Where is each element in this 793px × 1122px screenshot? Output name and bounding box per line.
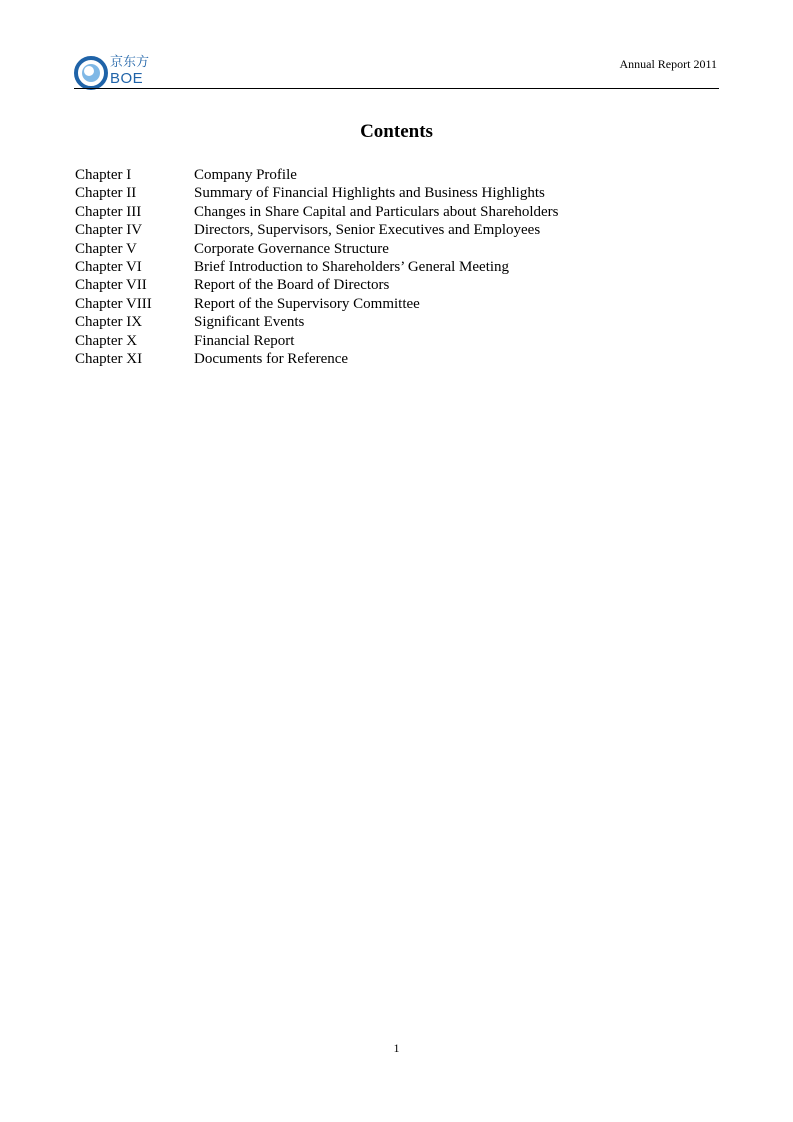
toc-chapter-title: Significant Events	[194, 314, 305, 331]
toc-chapter-title: Changes in Share Capital and Particulars about Shareholders	[194, 203, 559, 220]
toc-row-chapter-1	[75, 166, 715, 184]
toc-chapter-number: Chapter V	[75, 240, 137, 257]
company-logo	[74, 54, 156, 90]
logo-english-text: BOE	[110, 70, 144, 87]
toc-row-chapter-6	[75, 258, 715, 276]
toc-chapter-number: Chapter II	[75, 185, 137, 202]
toc-chapter-title: Brief Introduction to Shareholders’ General Meeting	[194, 258, 510, 275]
toc-chapter-title: Documents for Reference	[194, 350, 349, 367]
toc-chapter-title: Report of the Board of Directors	[194, 277, 390, 294]
page-number: 1	[393, 1041, 400, 1055]
toc-chapter-number: Chapter VIII	[75, 295, 152, 312]
toc-chapter-title: Directors, Supervisors, Senior Executives and Employees	[194, 222, 541, 239]
boe-logo-icon	[74, 56, 108, 90]
header-divider	[74, 88, 719, 89]
toc-row-chapter-7	[75, 276, 715, 294]
toc-chapter-number: Chapter XI	[75, 350, 143, 367]
toc-chapter-number: Chapter III	[75, 203, 142, 220]
logo-chinese-text: 京东方	[110, 55, 150, 70]
toc-chapter-title: Summary of Financial Highlights and Business Highlights	[194, 185, 545, 202]
toc-chapter-title: Corporate Governance Structure	[194, 240, 389, 257]
table-of-contents	[75, 166, 715, 368]
toc-chapter-number: Chapter IV	[75, 222, 143, 239]
toc-chapter-title: Company Profile	[194, 167, 297, 183]
toc-chapter-number: Chapter VI	[75, 258, 142, 275]
toc-chapter-number: Chapter VII	[75, 277, 147, 294]
toc-chapter-title: Financial Report	[194, 332, 295, 349]
toc-chapter-number: Chapter X	[75, 332, 138, 349]
toc-row-chapter-4	[75, 221, 715, 239]
toc-chapter-title: Report of the Supervisory Committee	[194, 295, 420, 312]
toc-row-chapter-10	[75, 332, 715, 350]
page-title: Contents	[360, 121, 433, 142]
toc-row-chapter-8	[75, 295, 715, 313]
toc-row-chapter-9	[75, 313, 715, 331]
toc-row-chapter-5	[75, 240, 715, 258]
toc-row-chapter-2	[75, 184, 715, 202]
toc-chapter-number: Chapter IX	[75, 314, 143, 331]
toc-row-chapter-3	[75, 203, 715, 221]
toc-chapter-number: Chapter I	[75, 167, 132, 183]
toc-row-chapter-11	[75, 350, 715, 368]
report-label: Annual Report 2011	[619, 57, 717, 71]
